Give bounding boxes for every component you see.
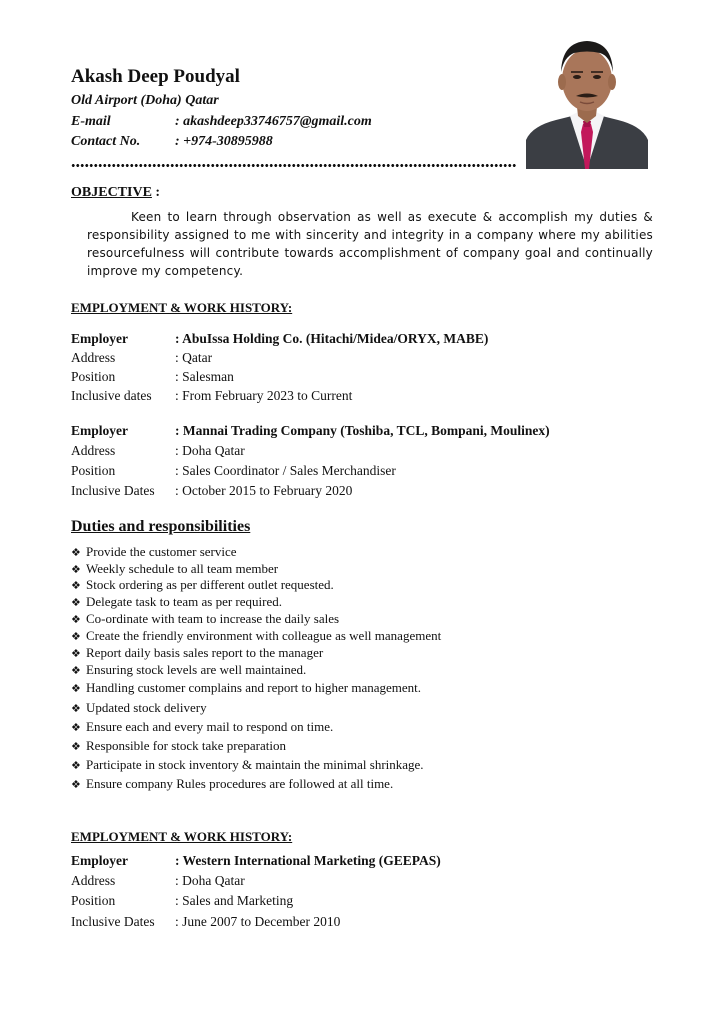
position-value: : Sales Coordinator / Sales Merchandiser: [175, 463, 396, 478]
job-1-address: [71, 350, 212, 366]
duty-item: [71, 662, 306, 678]
duty-text: Updated stock delivery: [86, 700, 207, 715]
email-label: E-mail: [71, 114, 111, 129]
job-3-employer: [71, 853, 441, 869]
duty-item: [71, 628, 441, 644]
bullet-icon: ❖: [71, 740, 81, 753]
duty-text: Delegate task to team as per required.: [86, 594, 282, 609]
objective-heading: [71, 185, 160, 201]
employer-label: Employer: [71, 853, 128, 868]
duty-text: Co-ordinate with team to increase the daily sales: [86, 611, 340, 626]
duty-item: [71, 645, 323, 661]
address-value: : Doha Qatar: [175, 873, 245, 888]
duty-text: Provide the customer service: [86, 544, 237, 559]
employment-history-heading: EMPLOYMENT & WORK HISTORY:: [71, 300, 293, 315]
objective-colon: :: [151, 185, 161, 200]
bullet-icon: ❖: [71, 546, 81, 559]
dates-label: Inclusive Dates: [71, 914, 155, 929]
job-2-address: [71, 443, 245, 459]
job-1-position: [71, 369, 234, 385]
employer-value: : Western International Marketing (GEEPAS): [175, 853, 441, 868]
duty-text: Ensure company Rules procedures are followed at all time.: [86, 776, 394, 791]
email-value: : akashdeep33746757@gmail.com: [175, 114, 372, 129]
duties-heading: Duties and responsibilities: [71, 518, 251, 535]
bullet-icon: ❖: [71, 721, 81, 734]
duty-item: [71, 700, 207, 716]
bullet-icon: ❖: [71, 596, 81, 609]
address-label: Address: [71, 873, 116, 888]
objective-title: OBJECTIVE: [71, 185, 152, 200]
address-label: Address: [71, 350, 116, 365]
duty-item: [71, 738, 286, 754]
profile-photo: [526, 28, 648, 169]
bullet-icon: ❖: [71, 682, 81, 695]
duty-text: Ensuring stock levels are well maintained.: [86, 662, 307, 677]
dates-value: : October 2015 to February 2020: [175, 483, 353, 498]
candidate-address: Old Airport (Doha) Qatar: [71, 93, 219, 108]
duty-item: [71, 594, 282, 610]
duty-text: Handling customer complains and report to higher management.: [86, 680, 422, 695]
duty-text: Create the friendly environment with colleague as well management: [86, 628, 442, 643]
duty-text: Participate in stock inventory & maintain the minimal shrinkage.: [86, 757, 424, 772]
position-label: Position: [71, 369, 116, 384]
header-divider: [71, 163, 516, 168]
address-value: : Doha Qatar: [175, 443, 245, 458]
job-1-employer: [71, 331, 488, 347]
contact-value: : +974-30895988: [175, 134, 273, 149]
job-2-dates: [71, 483, 352, 499]
bullet-icon: ❖: [71, 647, 81, 660]
duty-item: [71, 680, 421, 696]
duty-item: [71, 611, 339, 627]
duty-item: [71, 561, 278, 577]
duty-item: [71, 719, 333, 735]
duty-text: Stock ordering as per different outlet requested.: [86, 577, 334, 592]
duty-item: [71, 776, 393, 792]
email-line: [71, 114, 372, 130]
position-label: Position: [71, 893, 116, 908]
job-3-address: [71, 873, 245, 889]
bullet-icon: ❖: [71, 613, 81, 626]
employer-value: : AbuIssa Holding Co. (Hitachi/Midea/ORYX, MABE): [175, 331, 489, 346]
bullet-icon: ❖: [71, 563, 81, 576]
duty-text: Report daily basis sales report to the manager: [86, 645, 324, 660]
address-value: : Qatar: [175, 350, 213, 365]
contact-label: Contact No.: [71, 134, 141, 149]
duty-item: [71, 757, 424, 773]
dates-label: Inclusive Dates: [71, 483, 155, 498]
duty-item: [71, 544, 237, 560]
bullet-icon: ❖: [71, 702, 81, 715]
position-value: : Sales and Marketing: [175, 893, 294, 908]
employment-history-heading-2: EMPLOYMENT & WORK HISTORY:: [71, 829, 293, 844]
position-value: : Salesman: [175, 369, 234, 384]
bullet-icon: ❖: [71, 579, 81, 592]
job-3-position: [71, 893, 293, 909]
address-label: Address: [71, 443, 116, 458]
duty-text: Ensure each and every mail to respond on time.: [86, 719, 334, 734]
bullet-icon: ❖: [71, 778, 81, 791]
bullet-icon: ❖: [71, 759, 81, 772]
job-2-position: [71, 463, 396, 479]
dates-value: : From February 2023 to Current: [175, 388, 353, 403]
dates-label: Inclusive dates: [71, 388, 152, 403]
duty-text: Responsible for stock take preparation: [86, 738, 286, 753]
dates-value: : June 2007 to December 2010: [175, 914, 341, 929]
job-1-dates: [71, 388, 352, 404]
position-label: Position: [71, 463, 116, 478]
employer-label: Employer: [71, 423, 128, 438]
job-3-dates: [71, 914, 340, 930]
bullet-icon: ❖: [71, 630, 81, 643]
bullet-icon: ❖: [71, 664, 81, 677]
employer-label: Employer: [71, 331, 128, 346]
duty-text: Weekly schedule to all team member: [86, 561, 279, 576]
job-2-employer: [71, 423, 550, 439]
candidate-name: Akash Deep Poudyal: [71, 66, 240, 87]
contact-line: [71, 134, 273, 150]
employer-value: : Mannai Trading Company (Toshiba, TCL, Bompani, Moulinex): [175, 423, 550, 438]
objective-text: Keen to learn through observation as well as execute & accomplish my duties & responsibility assigned to me with sincerity and integrity in a company where my abilities resourcefulness will contribute towards accomplishment of company goal and continually improve my competency.: [87, 210, 653, 278]
duty-item: [71, 577, 334, 593]
